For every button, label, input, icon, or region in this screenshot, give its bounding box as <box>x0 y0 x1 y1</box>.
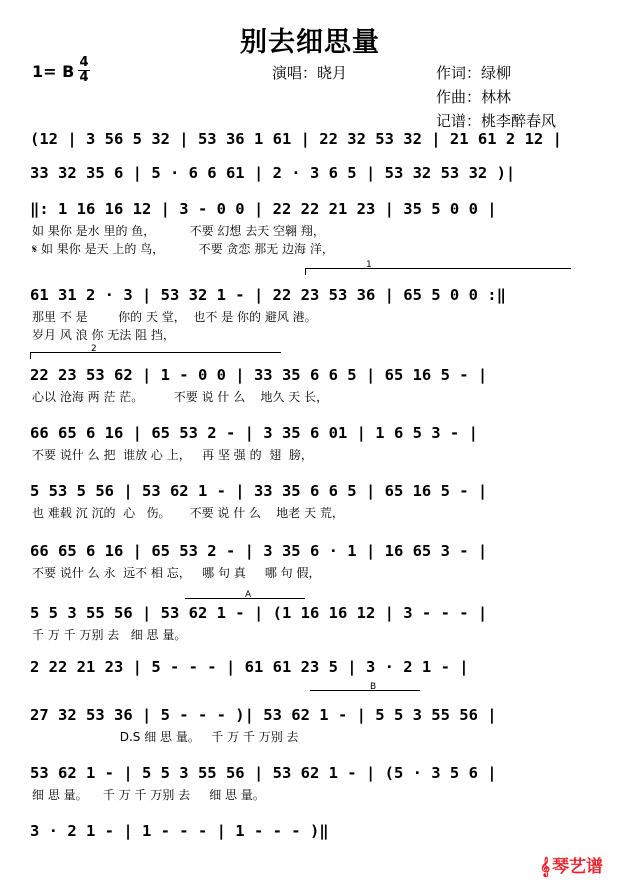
logo-text: 琴艺谱 <box>552 857 604 877</box>
lyric-line: 不要 说什 么 把 谁放 心 上， 再 坚 强 的 翅 膀， <box>32 448 313 462</box>
music-line: 5 53 5 56 | 53 62 1 - | 33 35 6 6 5 | 65 16 5 - | <box>30 482 488 500</box>
volta-a <box>185 590 305 605</box>
volta-1-label: 1 <box>366 260 372 270</box>
volta-2 <box>30 344 281 359</box>
volta-1 <box>305 260 571 275</box>
lyric-line: D.S 细 思 量。 千 万 千 万别 去 <box>32 730 299 744</box>
music-line: 66 65 6 16 | 65 53 2 - | 3 35 6 01 | 1 6 5 3 - | <box>30 424 478 442</box>
key-signature: 1= B <box>32 62 75 81</box>
lyric-line-verse-2: 𝄋 如 果你 是天 上的 鸟， 不要 贪恋 那无 边海 洋， <box>32 242 334 256</box>
singer-credit: 演唱：晓月 <box>272 64 348 82</box>
composer-credit: 作曲：林林 <box>436 88 512 106</box>
music-line: 27 32 53 36 | 5 - - - )| 53 62 1 - | 5 5 3 55 56 | <box>30 706 497 724</box>
music-line: 22 23 53 62 | 1 - 0 0 | 33 35 6 6 5 | 65 16 5 - | <box>30 366 488 384</box>
music-line: 33 32 35 6 | 5 · 6 6 61 | 2 · 3 6 5 | 53 32 53 32 )| <box>30 164 516 182</box>
lyric-line: 那里 不 是 你的 天 堂， 也不 是 你的 避风 港。 <box>32 310 317 324</box>
transcriber-credit: 记谱：桃李醉春风 <box>436 112 557 130</box>
music-line: 2 22 21 23 | 5 - - - | 61 61 23 5 | 3 · 2 1 - | <box>30 658 469 676</box>
time-signature <box>78 57 90 84</box>
lyric-line: 如 果你 是水 里的 鱼， 不要 幻想 去天 空翱 翔， <box>32 224 325 238</box>
music-line: ‖: 1 16 16 12 | 3 - 0 0 | 22 22 21 23 | 35 5 0 0 | <box>30 200 497 218</box>
time-denominator: 4 <box>79 70 89 85</box>
score-title: 别去细思量 <box>240 27 380 58</box>
music-line: (12 | 3 56 5 32 | 53 36 1 61 | 22 32 53 32 | 21 61 2 12 | <box>30 130 562 148</box>
music-line: 5 5 3 55 56 | 53 62 1 - | (1 16 16 12 | 3 - - - | <box>30 604 488 622</box>
lyric-line-verse-2: 岁月 风 浪 你 无法 阻 挡， <box>32 328 175 342</box>
volta-a-label: A <box>245 590 252 600</box>
lyric-line: 心以 沧海 两 茫 茫。 不要 说 什 么 地久 天 长， <box>32 390 329 404</box>
volta-b <box>310 682 420 697</box>
lyricist-credit: 作词：绿柳 <box>436 64 512 82</box>
lyric-line: 千 万 千 万别 去 细 思 量。 <box>32 628 187 642</box>
lyric-line: 也 难载 沉 沉的 心 伤。 不要 说 什 么 地老 天 荒， <box>32 506 344 520</box>
volta-b-label: B <box>370 682 377 692</box>
music-line: 3 · 2 1 - | 1 - - - | 1 - - - )‖ <box>30 822 329 840</box>
music-line: 66 65 6 16 | 65 53 2 - | 3 35 6 · 1 | 16 65 3 - | <box>30 542 488 560</box>
music-line: 53 62 1 - | 5 5 3 55 56 | 53 62 1 - | (5 · 3 5 6 | <box>30 764 497 782</box>
lyric-line: 细 思 量。 千 万 千 万别 去 细 思 量。 <box>32 788 265 802</box>
site-logo <box>540 852 603 877</box>
music-note-icon: 𝄞 <box>540 857 551 877</box>
lyric-line: 不要 说什 么 永 远不 相 忘， 哪 句 真 哪 句 假， <box>32 566 321 580</box>
time-numerator: 4 <box>79 55 89 70</box>
music-line: 61 31 2 · 3 | 53 32 1 - | 22 23 53 36 | 65 5 0 0 :‖ <box>30 286 506 304</box>
volta-2-label: 2 <box>91 344 97 354</box>
